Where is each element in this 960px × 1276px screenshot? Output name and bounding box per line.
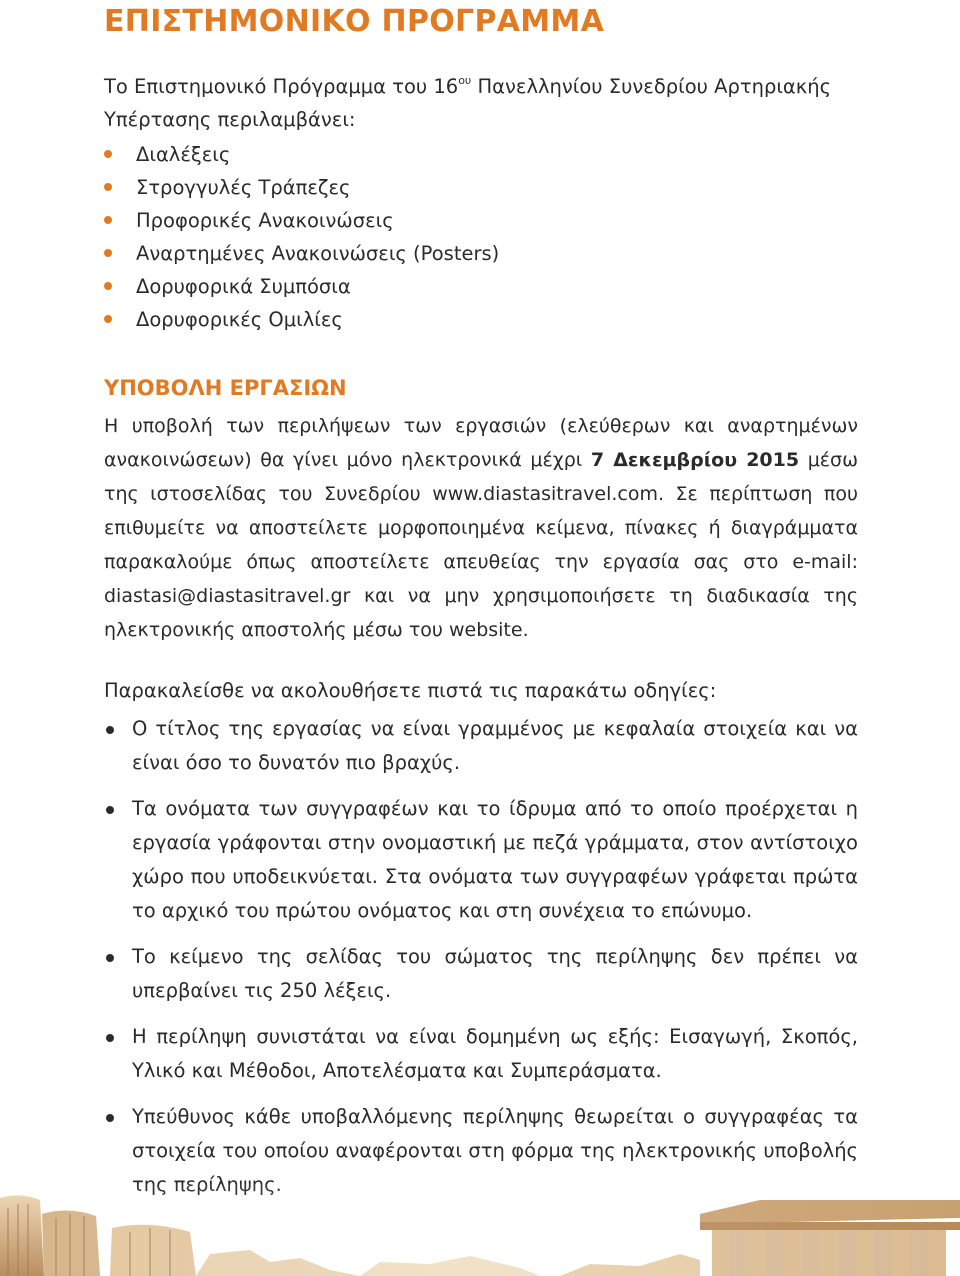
program-item <box>104 171 499 204</box>
bullet-dot-icon <box>106 1114 114 1122</box>
guideline-text: Η περίληψη συνιστάται να είναι δομημένη ως εξής: Εισαγωγή, Σκοπός, Υλικό και Μέθοδοι, Αποτελέσματα και Συμπεράσματα. <box>132 1025 858 1082</box>
bullet-dot-icon <box>104 150 112 158</box>
bullet-dot-icon <box>106 726 114 734</box>
guideline-item <box>104 792 858 928</box>
bullet-dot-icon <box>104 315 112 323</box>
guideline-text: Ο τίτλος της εργασίας να είναι γραμμένος με κεφαλαία στοιχεία και να είναι όσο το δυνατόν πιο βραχύς. <box>132 717 858 774</box>
submission-heading: ΥΠΟΒΟΛΗ ΕΡΓΑΣΙΩΝ <box>104 376 347 400</box>
program-item <box>104 237 499 270</box>
program-item-label: Δορυφορικά Συμπόσια <box>136 275 351 298</box>
bullet-dot-icon <box>104 216 112 224</box>
program-item-label: Δορυφορικές Ομιλίες <box>136 308 343 331</box>
guideline-text: Υπεύθυνος κάθε υποβαλλόμενης περίληψης θεωρείται ο συγγραφέας τα στοιχεία του οποίου αναφέρονται στη φόρμα της ηλεκτρονικής υποβολής <box>132 1105 858 1162</box>
guidelines-intro: Παρακαλείσθε να ακολουθήσετε πιστά τις παρακάτω οδηγίες: <box>104 679 717 702</box>
intro-text-start: Το Επιστημονικό Πρόγραμμα του 16 <box>104 75 459 98</box>
submission-deadline: 7 Δεκεμβρίου 2015 <box>590 449 800 471</box>
program-item-label: Στρογγυλές Τράπεζες <box>136 176 351 199</box>
ancient-ruins-illustration <box>0 1184 960 1276</box>
program-item <box>104 138 499 171</box>
guideline-item <box>104 1020 858 1088</box>
bullet-dot-icon <box>106 806 114 814</box>
program-item-label: Αναρτημένες Ανακοινώσεις (Posters) <box>136 242 500 265</box>
intro-ordinal-superscript: ου <box>458 74 472 87</box>
guideline-text: Τα ονόματα των συγγραφέων και το ίδρυμα από το οποίο προέρχεται η εργασία γράφονται στην ονομαστική με πεζά γράμματα, στον αντίστοιχο χώρο που υποδεικνύεται. Στα ονόματα των συγγραφέων γράφεται πρώτα το αρχικό του πρώτου ονόματος και στη συνέχεια το επώνυμο. <box>132 797 858 922</box>
guidelines-list <box>104 712 858 1214</box>
guideline-text: Το κείμενο της σελίδας του σώματος της περίληψης δεν πρέπει να υπερβαίνει τις 250 λέξεις. <box>132 945 858 1002</box>
bullet-dot-icon <box>104 282 112 290</box>
program-items-list <box>104 138 499 336</box>
submission-paragraph <box>104 409 858 647</box>
intro-paragraph <box>104 70 858 136</box>
program-item <box>104 204 499 237</box>
submission-text-end: μέσω της ιστοσελίδας του Συνεδρίου www.diastasitravel.com. Σε περίπτωση που επιθυμείτε να αποστείλετε μορφοποιημένα κείμενα, πίνακες ή διαγράμματα παρακαλούμε όπως αποστείλετε απευθείας την εργασία σας στο e-mail: diastasi@diastasitravel.gr και να μην χρησιμοποιήσετε τη διαδικασία της ηλεκτρονικής αποστολής μέσω του website. <box>104 449 858 641</box>
intro-text-end: Πανελληνίου Συνεδρίου Αρτηριακής Υπέρτασης περιλαμβάνει: <box>104 75 832 131</box>
bullet-dot-icon <box>104 183 112 191</box>
bullet-dot-icon <box>106 1034 114 1042</box>
program-item <box>104 303 499 336</box>
submission-text-start: Η υποβολή των περιλήψεων των εργασιών (ελεύθερων και αναρτημένων ανακοινώσεων) θα γίνει μόνο ηλεκτρονικά μέχρι <box>104 415 858 471</box>
bullet-dot-icon <box>106 954 114 962</box>
program-item-label: Προφορικές Ανακοινώσεις <box>136 209 394 232</box>
program-item-label: Διαλέξεις <box>136 143 231 166</box>
bullet-dot-icon <box>104 249 112 257</box>
guideline-item <box>104 940 858 1008</box>
program-item <box>104 270 499 303</box>
guideline-item <box>104 712 858 780</box>
page-title: ΕΠΙΣΤΗΜΟΝΙΚΟ ΠΡΟΓΡΑΜΜΑ <box>104 4 605 39</box>
